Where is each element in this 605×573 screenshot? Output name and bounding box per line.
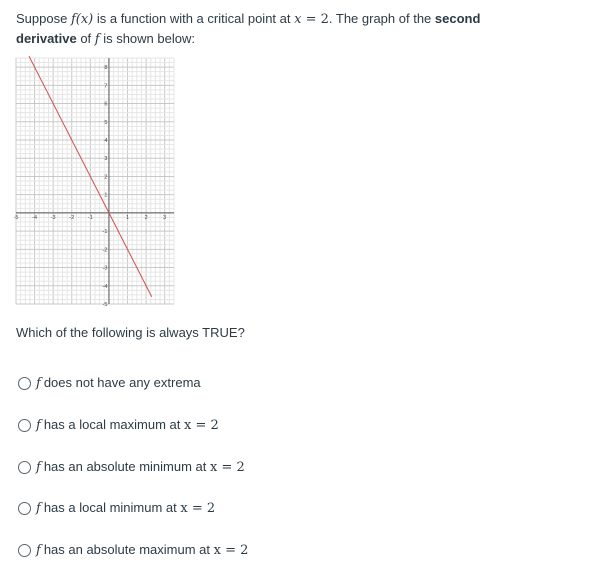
second-derivative-graph	[14, 56, 176, 306]
f-symbol: f	[36, 376, 41, 391]
x-tick-label: -5	[14, 215, 19, 222]
radio-button[interactable]	[18, 377, 31, 390]
f-symbol: f	[36, 501, 41, 516]
x-tick-label: 1	[125, 215, 130, 222]
option-label: has a local minimum at	[43, 500, 181, 515]
y-tick-label: 4	[104, 138, 108, 144]
x-tick-label: -3	[50, 215, 56, 222]
f-symbol: f	[70, 12, 76, 27]
question-part: . The graph of the	[328, 11, 435, 26]
x-tick-label: -2	[69, 215, 75, 222]
y-tick-label: 3	[104, 156, 108, 163]
option-math: x = 2	[213, 543, 249, 558]
y-tick-label: -1	[102, 229, 108, 236]
y-tick-label: 5	[104, 119, 108, 126]
option-math: x = 2	[180, 501, 216, 516]
y-tick-label: -2	[102, 247, 108, 254]
f-symbol: f	[36, 543, 41, 558]
question-text	[16, 9, 496, 49]
question-part: Suppose	[16, 11, 71, 26]
y-tick-label: -5	[102, 302, 108, 306]
y-tick-label: 1	[104, 192, 108, 199]
radio-button[interactable]	[18, 544, 31, 557]
argument-x: (x)	[75, 12, 94, 27]
option-math: x = 2	[183, 418, 219, 433]
option-label: has an absolute maximum at	[43, 542, 214, 557]
equals-two: = 2	[301, 12, 329, 27]
x-tick-label: -4	[32, 215, 38, 222]
answer-option[interactable]	[18, 459, 245, 475]
question-part: is shown below:	[99, 31, 195, 46]
x-tick-label: 3	[163, 215, 167, 222]
option-label: has a local maximum at	[43, 417, 184, 432]
radio-button[interactable]	[18, 419, 31, 432]
answer-option[interactable]	[18, 500, 215, 516]
y-tick-label: -4	[102, 283, 108, 290]
bold-derivative: derivative	[16, 31, 77, 46]
bold-second: second	[434, 11, 481, 26]
y-tick-label: 8	[104, 65, 108, 72]
y-tick-label: 7	[104, 83, 108, 90]
option-math: x = 2	[210, 460, 245, 475]
y-tick-label: 6	[104, 101, 108, 108]
radio-button[interactable]	[18, 502, 31, 515]
answer-option[interactable]	[18, 375, 201, 391]
f-symbol: f	[94, 32, 100, 47]
answer-option[interactable]	[18, 417, 219, 433]
radio-button[interactable]	[18, 461, 31, 474]
option-label: does not have any extrema	[43, 375, 201, 390]
x-symbol: x	[294, 12, 302, 27]
y-tick-label: -3	[102, 265, 108, 272]
answer-option[interactable]	[18, 542, 248, 558]
prompt-text: Which of the following is always TRUE?	[16, 325, 245, 340]
question-part: of	[76, 31, 95, 46]
f-symbol: f	[36, 460, 41, 475]
x-tick-label: -1	[87, 215, 93, 222]
f-symbol: f	[36, 418, 41, 433]
option-label: has an absolute minimum at	[43, 459, 211, 474]
question-part: is a function with a critical point at	[93, 11, 295, 26]
y-tick-label: 2	[104, 174, 108, 181]
x-tick-label: 2	[144, 215, 148, 222]
